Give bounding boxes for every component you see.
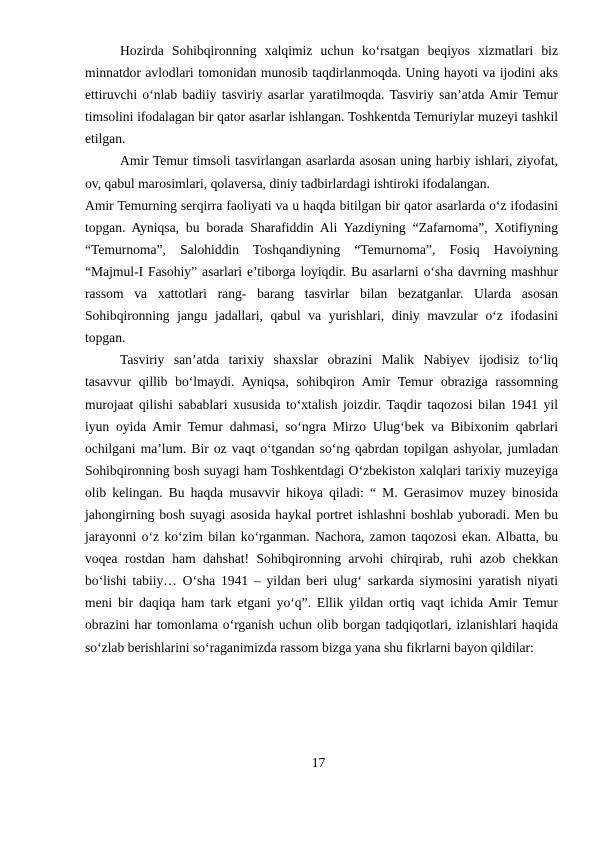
paragraph-1: Hozirda Sohibqironning xalqimiz uchun ko‘rsatgan beqiyos xizmatlari biz minnatdor avlodlari tomonidan munosib taqdirlanmoqda. Uning hayoti va ijodini aks ettiruvchi o‘nlab badiiy tasviriy asarlar yaratilmoqda. Tasviriy san’atda Amir Temur timsolini ifodalagan bir qator asarlar ishlangan. Toshkentda Temuriylar muzeyi tashkil etilgan. [85,43,558,147]
paragraph-2: Amir Temur timsoli tasvirlangan asarlarda asosan uning harbiy ishlari, ziyofat, ov, qabul marosimlari, qolaversa, diniy tadbirlardagi ishtiroki ifodalangan. [85,153,558,191]
paragraph-3: Amir Temurning serqirra faoliyati va u haqda bitilgan bir qator asarlarda o‘z ifodasini topgan. Ayniqsa, bu borada Sharafiddin Ali Yazdiyning “Zafarnoma”, Xotifiyning “Temurnoma”, Salohiddin Toshqandiyning “Temurnoma”, Fosiq Havoiyning “Majmul-I Fasohiy” asarlari e’tiborga loyiqdir. Bu asarlarni o‘sha davrning mashhur rassom va xattotlari rang- barang tasvirlar bilan bezatganlar. Ularda asosan Sohibqironning jangu jadallari, qabul va yurishlari, diniy mavzular o‘z ifodasini topgan. [85,197,558,346]
page-number: 17 [311,755,326,770]
document-body [85,40,558,659]
paragraph-4: Tasviriy san’atda tarixiy shaxslar obrazini Malik Nabiyev ijodisiz to‘liq tasavvur qillib bo‘lmaydi. Ayniqsa, sohibqiron Amir Temur obraziga rassomning murojaat qilishi sabablari xususida to‘xtalish joizdir. Taqdir taqozosi bilan 1941 yil iyun oyida Amir Temur dahmasi, so‘ngra Mirzo Ulug‘bek va Bibixonim qabrlari ochilgani ma’lum. Bir oz vaqt o‘tgandan so‘ng qabrdan topilgan ashyolar, jumladan Sohibqironning bosh suyagi ham Toshkentdagi O‘zbekiston xalqlari tarixiy muzeyiga olib kelingan. Bu haqda musavvir hikoya qiladi: “ M. Gerasimov muzey binosida jahongirning bosh suyagi asosida haykal portret ishlashni boshlab yuboradi. Men bu jarayonni o‘z ko‘zim bilan ko‘rganman. Nachora, zamon taqozosi ekan. Albatta, bu voqea rostdan ham dahshat! Sohibqironning arvohi chirqirab, ruhi azob chekkan bo‘lishi tabiiy… O‘sha 1941 – yildan beri ulug‘ sarkarda siymosini yaratish niyati meni bir daqiqa ham tark etgani yo‘q”. Ellik yildan ortiq vaqt ichida Amir Temur obrazini har tomonlama o‘rganish uchun olib borgan tadqiqotlari, izlanishlari haqida so‘zlab berishlarini so‘raganimizda rassom bizga yana shu fikrlarni bayon qildilar: [85,352,558,655]
